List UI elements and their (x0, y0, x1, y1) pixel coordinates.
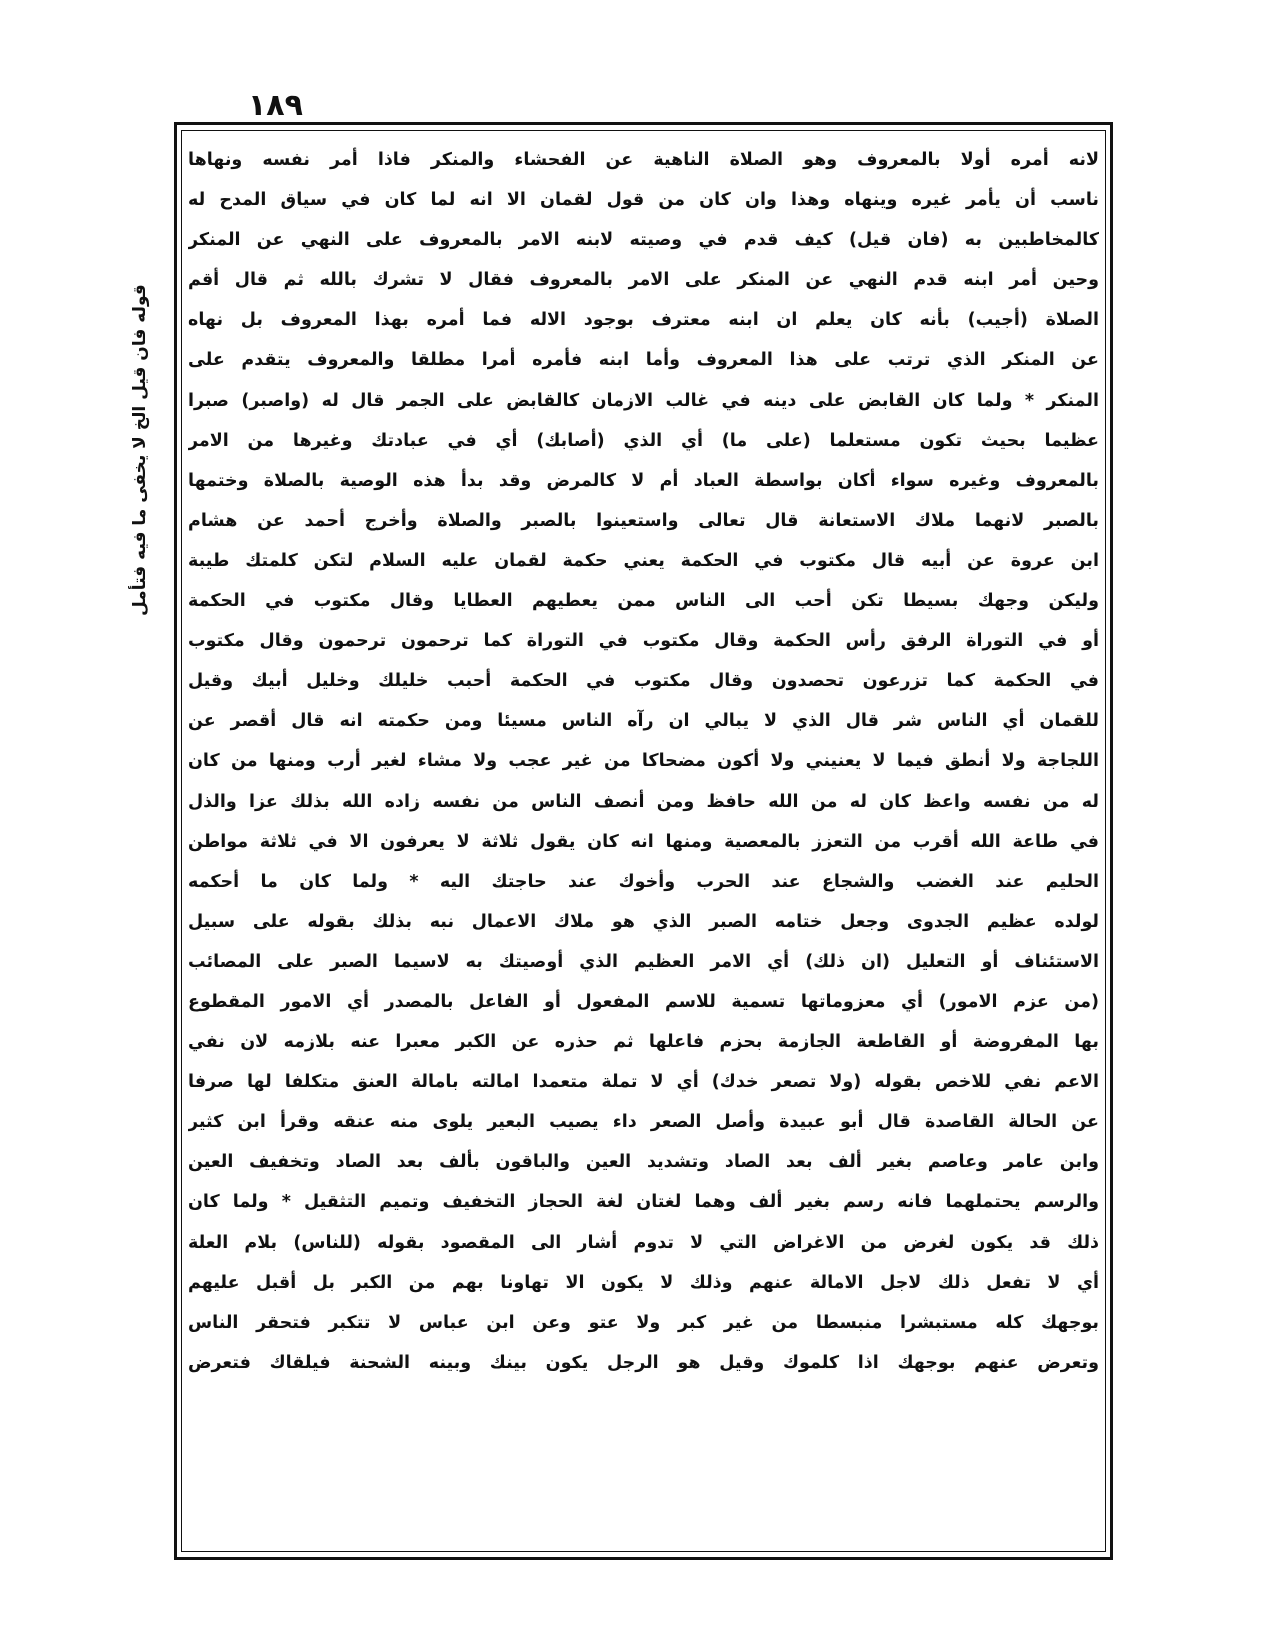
text-line: وحين أمر ابنه قدم النهي عن المنكر على الامر بالمعروف فقال لا تشرك بالله ثم قال أقم (188, 270, 1099, 291)
text-line: لانه أمره أولا بالمعروف وهو الصلاة الناهية عن الفحشاء والمنكر فاذا أمر نفسه ونهاها (188, 150, 1099, 170)
text-line: المنكر * ولما كان القابض على دينه في غالب الازمان كالقابض على الجمر قال له (واصبر) صبرا (188, 390, 1099, 411)
text-line: بالصبر لانهما ملاك الاستعانة قال تعالى واستعينوا بالصبر والصلاة وأخرج أحمد عن هشام (188, 510, 1099, 531)
text-line: ابن عروة عن أبيه قال مكتوب في الحكمة يعني حكمة لقمان عليه السلام لتكن كلمتك طيبة (188, 550, 1099, 571)
text-line: أي لا تفعل ذلك لاجل الامالة عنهم وذلك لا يكون الا تهاونا بهم من الكبر بل أقبل عليهم (188, 1272, 1099, 1293)
text-line: بالمعروف وغيره سواء أكان بواسطة العباد أم لا كالمرض وقد بدأ هذه الوصية بالصلاة وختمها (188, 470, 1099, 491)
text-line: الحليم عند الغضب والشجاع عند الحرب وأخوك عند حاجتك اليه * ولما كان ما أحكمه (188, 871, 1099, 892)
text-line: ناسب أن يأمر غيره وينهاه وهذا وان كان من قول لقمان الا انه لما كان في سياق المدح له (188, 190, 1099, 211)
margin-note: قوله فان قيل الخ لا يخفى ما فيه فتأمل (130, 284, 150, 616)
text-line: والرسم يحتملهما فانه رسم بغير ألف وهما لغتان لغة الحجاز التخفيف وتميم التثقيل * ولما كان (188, 1192, 1099, 1213)
text-line: بها المفروضة أو القاطعة الجازمة بحزم فاعلها ثم حذره عن الكبر معبرا عنه بلازمه لان نفي (188, 1032, 1099, 1053)
text-line: الاعم نفي للاخص بقوله (ولا تصعر خدك) أي لا تملة متعمدا امالته بامالة العنق متكلفا لها صرفا (188, 1072, 1099, 1093)
text-line: كالمخاطبين به (فان قيل) كيف قدم في وصيته لابنه الامر بالمعروف على النهي عن المنكر (188, 230, 1099, 251)
text-line: بوجهك كله مستبشرا منبسطا من غير كبر ولا عتو وعن ابن عباس لا تتكبر فتحقر الناس (188, 1312, 1099, 1333)
text-line: وتعرض عنهم بوجهك اذا كلموك وقيل هو الرجل يكون بينك وبينه الشحنة فيلقاك فتعرض (188, 1352, 1099, 1373)
text-line: لولده عظيم الجدوى وجعل ختامه الصبر الذي هو ملاك الاعمال نبه بذلك بقوله على سبيل (188, 911, 1099, 932)
text-line: للقمان أي الناس شر قال الذي لا يبالي ان رآه الناس مسيئا ومن حكمته انه قال أقصر عن (188, 711, 1099, 732)
text-line: الاستئناف أو التعليل (ان ذلك) أي الامر العظيم الذي أوصيتك به لاسيما الصبر على المصائب (188, 951, 1099, 972)
text-line: عظيما بحيث تكون مستعلما (على ما) أي الذي (أصابك) أي في عبادتك وغيرها من الامر (188, 430, 1099, 451)
text-body (188, 140, 1099, 1545)
text-line: في طاعة الله أقرب من التعزز بالمعصية ومنها انه كان يقول ثلاثة لا يعرفون الا في ثلاثة مواطن (188, 831, 1099, 852)
text-line: الصلاة (أجيب) بأنه كان يعلم ان ابنه معترف بوجود الاله فما أمره بهذا المعروف بل نهاه (188, 310, 1099, 331)
text-line: عن الحالة القاصدة قال أبو عبيدة وأصل الصعر داء يصيب البعير يلوى منه عنقه وقرأ ابن كثير (188, 1112, 1099, 1133)
page-number: ١٨٩ (248, 88, 303, 123)
text-line: (من عزم الامور) أي معزوماتها تسمية للاسم المفعول أو الفاعل بالمصدر أي الامور المقطوع (188, 991, 1099, 1012)
text-line: له من نفسه واعظ كان له من الله حافظ ومن أنصف الناس من نفسه زاده الله بذلك عزا والذل (188, 791, 1099, 812)
text-line: اللجاجة ولا أنطق فيما لا يعنيني ولا أكون مضحاكا من غير عجب ولا مشاء لغير أرب ومنها من كان (188, 751, 1099, 772)
text-line: ذلك قد يكون لغرض من الاغراض التي لا تدوم أشار الى المقصود بقوله (للناس) بلام العلة (188, 1232, 1099, 1253)
text-line: عن المنكر الذي ترتب على هذا المعروف وأما ابنه فأمره أمرا مطلقا والمعروف يتقدم على (188, 350, 1099, 371)
text-line: في الحكمة كما تزرعون تحصدون وقال مكتوب في الحكمة أحبب خليلك وخليل أبيك وقيل (188, 671, 1099, 692)
text-line: وابن عامر وعاصم بغير ألف بعد الصاد وتشديد العين والباقون بألف بعد الصاد وتخفيف العين (188, 1152, 1099, 1173)
text-line: أو في التوراة الرفق رأس الحكمة وقال مكتوب في التوراة كما ترحمون ترحمون وقال مكتوب (188, 631, 1099, 652)
text-line: وليكن وجهك بسيطا تكن أحب الى الناس ممن يعطيهم العطايا وقال مكتوب في الحكمة (188, 591, 1099, 612)
